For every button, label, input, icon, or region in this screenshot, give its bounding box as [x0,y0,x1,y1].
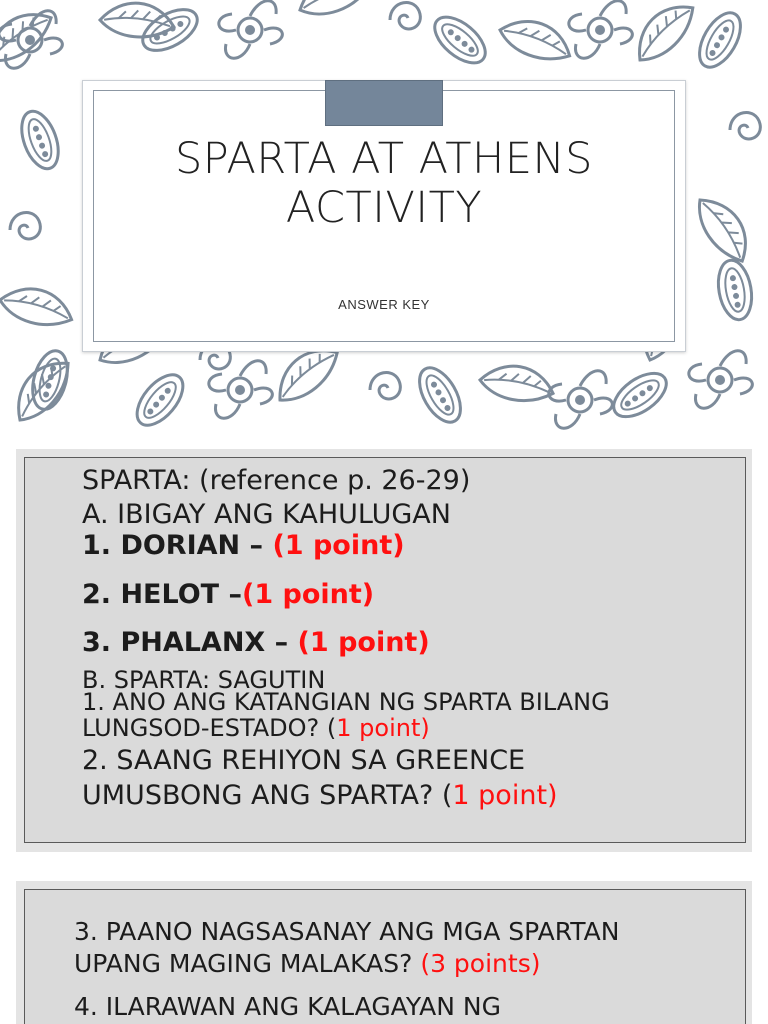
item-dorian-label: 1. DORIAN – [82,530,273,561]
slide-title-line1: SPARTA AT ATHENS [175,134,593,184]
question-4-line1: 4. ILARAWAN ANG KALAGAYAN NG [74,992,502,1021]
section-b-heading: B. SPARTA: SAGUTIN [82,666,326,694]
item-helot [82,579,374,610]
sparta-heading: SPARTA: (reference p. 26-29) [82,465,471,496]
sparta-questions-slide [0,432,768,864]
slide-subtitle: ANSWER KEY [338,297,430,312]
question-3-line2 [74,949,540,978]
question-2-points: 1 point) [452,780,558,811]
item-phalanx [82,627,430,658]
question-3-line1: 3. PAANO NAGSASANAY ANG MGA SPARTAN [74,917,620,946]
title-accent-tab [325,80,443,126]
item-dorian-points: (1 point) [272,530,405,561]
question-3-points: (3 points) [420,949,541,978]
item-helot-points: (1 point) [242,579,375,610]
slide-title [83,135,685,233]
slide-title-line2: ACTIVITY [285,183,483,233]
question-2-text: UMUSBONG ANG SPARTA? ( [82,780,453,811]
question-1-text: LUNGSOD-ESTADO? ( [82,714,337,742]
title-slide [0,0,768,432]
section-a-heading: A. IBIGAY ANG KAHULUGAN [82,499,451,530]
item-helot-label: 2. HELOT – [82,579,242,610]
question-3-text: UPANG MAGING MALAKAS? [74,949,421,978]
question-1-points: 1 point) [336,714,430,742]
item-dorian [82,530,405,561]
sparta-questions-slide-continued [0,864,768,1024]
question-1-line1: 1. ANO ANG KATANGIAN NG SPARTA BILANG [82,688,610,716]
question-1-line2 [82,714,430,742]
item-phalanx-label: 3. PHALANX – [82,627,298,658]
item-phalanx-points: (1 point) [297,627,430,658]
title-box [82,80,686,352]
question-2-line1: 2. SAANG REHIYON SA GREENCE [82,745,526,776]
question-2-line2 [82,780,558,811]
